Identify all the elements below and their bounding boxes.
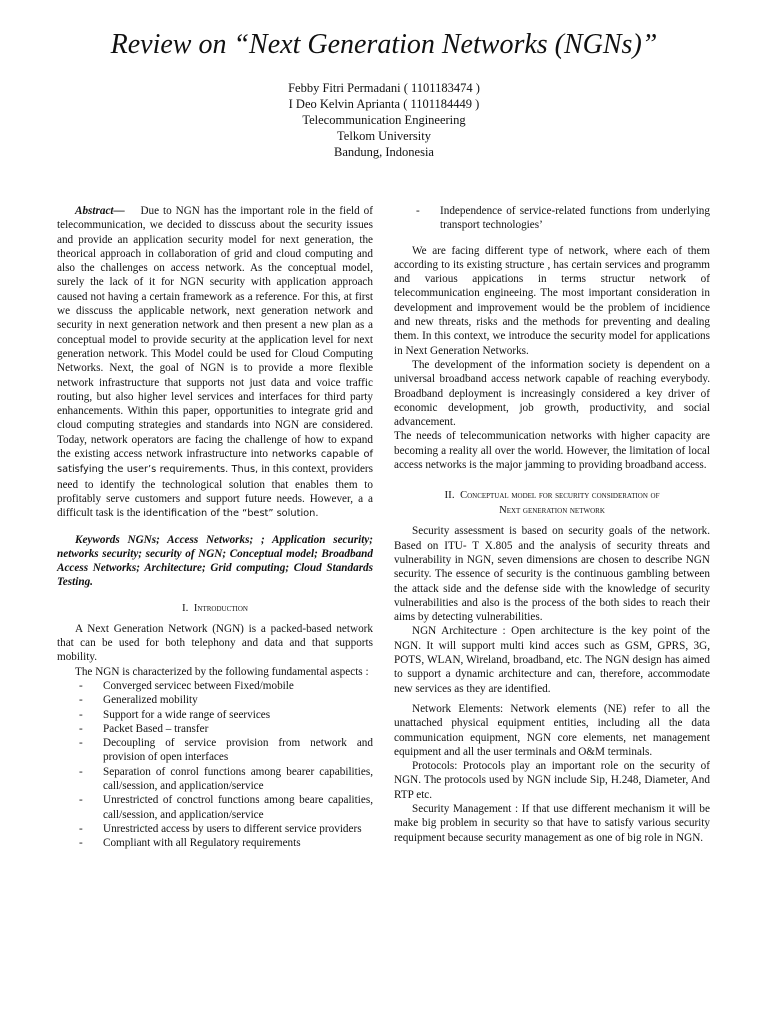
list-item: - Generalized mobility (79, 694, 198, 707)
author-name: Febby Fitri Permadani ( 1101183474 ) (288, 81, 480, 95)
author-block (0, 80, 768, 160)
list-item: - Decoupling of service provision from network and provision of open interfaces (79, 737, 373, 764)
body-paragraph: We are facing different type of network, where each of them according to its existing structure , has certain services and programm and various appications in terms structur network of telecommunication engineeing. The most important consideration in development and improvement would be the problem of incidience and new threats, risks and the methods for preventing and dealing them. In this context, we introduce the security model for applications in Next Generation Networks. (394, 244, 710, 357)
section-heading-introduction (57, 601, 373, 616)
body-paragraph: Security assessment is based on security goals of the network. Based on ITU- T X.805 and the analysis of security threats and vulnerability in NGN, seven dimensions are chosen to describe NGN security. The essence of security is the continuous gambling between the attack side and the defense side with the knowledge of security vulnerabilities and also is the process of the both sides to reach their aims by detecting vulnerabilities. (394, 525, 710, 624)
body-paragraph: The needs of telecommunication networks with higher capacity are becoming a reality all over the world. However, the limitation of local access networks is the major jamming to providing broadband access. (394, 430, 710, 472)
abstract-paragraph (57, 204, 373, 522)
intro-paragraph: A Next Generation Network (NGN) is a packed-based network that can be used for both telephony and data and that supports mobility. (57, 622, 373, 664)
author-name: I Deo Kelvin Aprianta ( 1101184449 ) (288, 97, 480, 111)
body-paragraph: Network Elements: Network elements (NE) refer to all the unattached physical equipment entities, including all the data communication equipment, NGN core elements, net management equipment and all the user terminals and O&M terminals. (394, 702, 710, 758)
section-title-line1: Conceptual model for security consideration of (460, 490, 660, 502)
list-item: - Packet Based – transfer (79, 722, 209, 735)
author-location: Bandung, Indonesia (334, 145, 434, 159)
abstract-text: Due to NGN has the important role in the field of telecommunication, we decided to disscuss about the security issues and provide an application security model for next generation, the theorical approach in collaboration of grid and cloud computing and also the challenges on access network. As the conceptual model, surely the lack of it for NGN security with application approach caused not having a certain framework as a reference. For this, at first we disscuss the applicable network, next generation network and security in next generation network and then present a new plan as a conceptual model to provide security at the application level for next generation network. This Model could be used for Cloud Computing Networks. Next, the goal of NGN is to provide a more flexible network infrastructure that supports not just data and voice traffic routing, but also higher level services and interfaces for third party enhancements. Within this paper, opportunities to integrate grid and cloud computing strategies and standards into NGN are considered. Today, network operators are facing the challenge of how to expand the existing access network infrastructure into (57, 205, 373, 461)
abstract-text-alt: networks capable of satisfying the user’s requirements. Thus, (57, 449, 373, 476)
body-paragraph: Security Management : If that use different mechanism it will be make big problem in security so that have to satisfy various security requipment because security management as one of big role in NGN. (394, 802, 710, 844)
list-item: - Unrestricted of conctrol functions among beare capalities, call/session, and application/service (79, 794, 373, 821)
section-title-line2: Next generation network (499, 505, 605, 517)
left-column (57, 204, 373, 850)
body-paragraph: The development of the information society is dependent on a universal broadband access network capable of reaching everybody. Broadband deployment is increasingly considered a key driver of economic development, job growth, productivity, and social advancement. (394, 358, 710, 429)
list-item: - Compliant with all Regulatory requirements (79, 837, 301, 850)
right-column (394, 204, 710, 845)
abstract-text-cont: in this context, providers need to identify the technological solution that enables them to profitably serve customers and support future needs. However, a a difficult task is the (57, 463, 373, 520)
aspects-list (57, 679, 373, 851)
list-item: - Unrestricted access by users to different service providers (79, 822, 362, 835)
section-number: I. (182, 601, 189, 614)
abstract-text-end: identification of the “best” solution. (143, 508, 319, 520)
section-number: II. (444, 489, 455, 502)
list-item: - Converged servicec between Fixed/mobile (79, 679, 294, 692)
body-paragraph: Protocols: Protocols play an important role on the security of NGN. The protocols used by NGN include Sip, H.248, Diameter, And RTP etc. (394, 760, 710, 801)
abstract-label: Abstract— (75, 205, 125, 217)
section-title: Introduction (193, 602, 248, 614)
section-heading-conceptual-model (394, 488, 710, 518)
intro-paragraph: The NGN is characterized by the following fundamental aspects : (75, 665, 369, 678)
list-item: - Separation of conrol functions among bearer capabilities, call/session, and application/service (79, 765, 373, 792)
body-paragraph: NGN Architecture : Open architecture is the key point of the NGN. It will support multi kind acces such as GSM, GPRS, 3G, POTS, WLAN, Wireland, broadband, etc. The NGN design has aimed to support a dynamic architecture and can, therefore, accommodate new services as they are identified. (394, 625, 710, 695)
author-department: Telecommunication Engineering (302, 113, 466, 127)
keywords: Keywords NGNs; Access Networks; ; Application security; networks security; security of NGN; Conceptual model; Broadband Access Networks; Architecture; Grid computing; Cloud Standards Testing. (57, 533, 373, 589)
aspects-list-cont (394, 204, 710, 233)
list-item: - Independence of service-related functions from underlying transport technologies’ (416, 205, 710, 232)
paper-title: Review on “Next Generation Networks (NGNs)” (110, 29, 658, 60)
author-university: Telkom University (337, 129, 431, 143)
list-item: - Support for a wide range of seervices (79, 708, 271, 721)
